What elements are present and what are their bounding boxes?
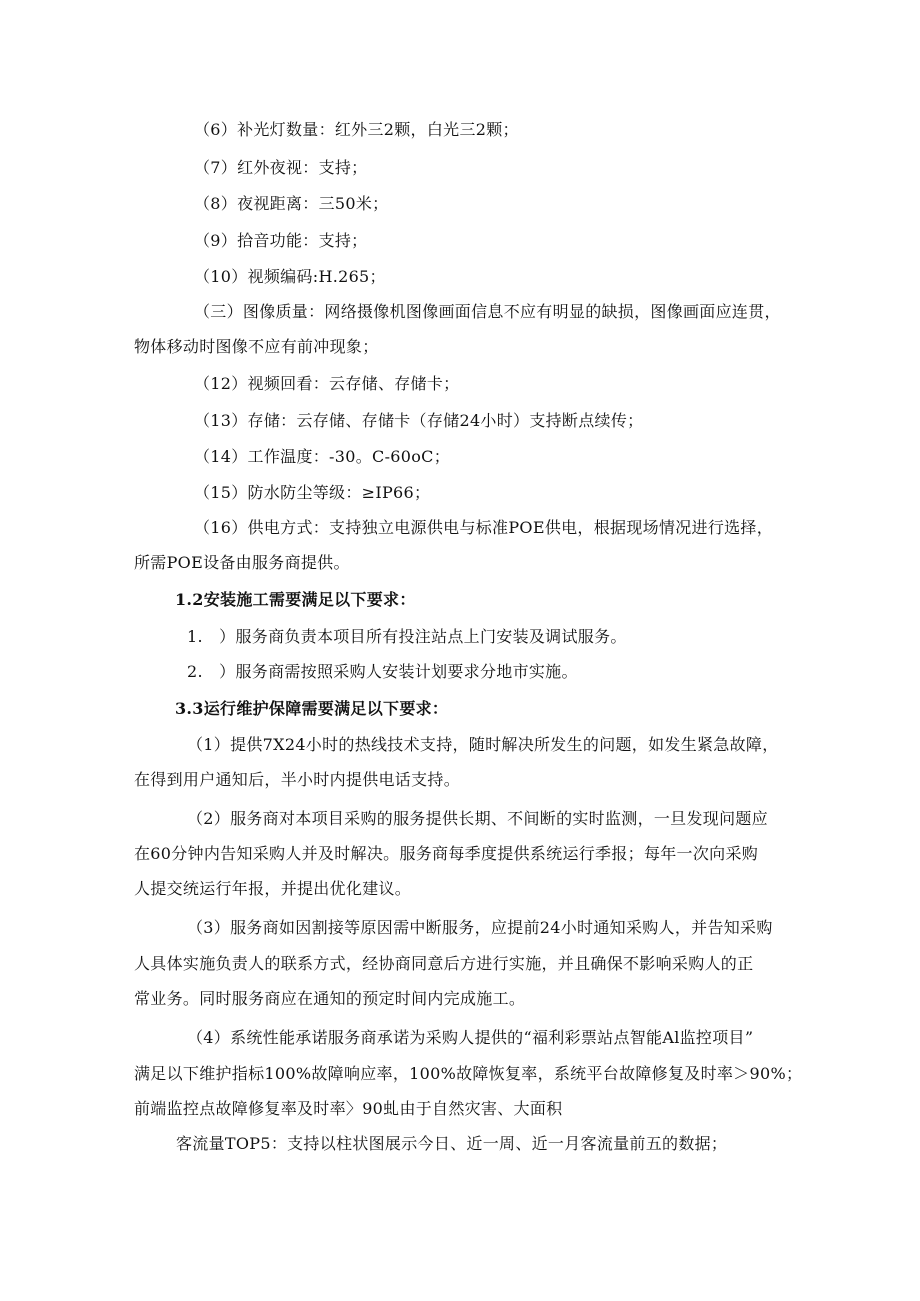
text-line: 物体移动时图像不应有前冲现象； (134, 337, 379, 356)
text-line: （7）红外夜视：支持； (194, 158, 368, 177)
text-line: 人提交统运行年报，并提出优化建议。 (134, 879, 412, 898)
text-line: 在得到用户通知后，半小时内提供电话支持。 (134, 770, 461, 789)
text-line: （16）供电方式：支持独立电源供电与标准POE供电，根据现场情况进行选择， (194, 518, 774, 537)
text-line: 客流量TOP5：支持以柱状图展示今日、近一周、近一月客流量前五的数据； (176, 1134, 728, 1153)
text-line: （13）存储：云存储、存储卡（存储24小时）支持断点续传； (194, 411, 644, 430)
text-line: 在60分钟内告知采购人并及时解决。服务商每季度提供系统运行季报；每年一次向采购 (134, 844, 759, 863)
text-line: （9）拾音功能：支持； (194, 231, 368, 250)
text-line: 前端监控点故障修复率及时率〉90虬由于自然灾害、大面积 (134, 1099, 563, 1118)
text-line: 满足以下维护指标100%故障响应率，100%故障恢复率，系统平台故障修复及时率＞90%； (134, 1064, 803, 1083)
text-line: 人具体实施负责人的联系方式，经协商同意后方进行实施，并且确保不影响采购人的正 (134, 954, 754, 973)
list-item: 2. ）服务商需按照采购人安装计划要求分地市实施。 (187, 662, 578, 681)
text-line: （15）防水防尘等级：≥IP66； (194, 483, 431, 502)
text-line: （3）服务商如因割接等原因需中断服务，应提前24小时通知采购人，并告知采购 (187, 918, 773, 937)
text-line: （6）补光灯数量：红外三2颗，白光三2颗； (194, 120, 519, 139)
text-line: （8）夜视距离：三50米； (194, 194, 389, 213)
text-line: 常业务。同时服务商应在通知的预定时间内完成施工。 (134, 989, 526, 1008)
text-line: （1）提供7X24小时的热线技术支持，随时解决所发生的问题，如发生紧急故障， (187, 735, 779, 754)
section-heading: 1.2安装施工需要满足以下要求： (175, 590, 416, 609)
text-line: （4）系统性能承诺服务商承诺为采购人提供的“福利彩票站点智能Al监控项目” (187, 1028, 754, 1047)
text-line: （12）视频回看：云存储、存储卡； (194, 374, 460, 393)
list-item: 1. ）服务商负责本项目所有投注站点上门安装及调试服务。 (187, 627, 627, 646)
section-heading: 3.3运行维护保障需要满足以下要求： (175, 699, 449, 718)
text-line: （14）工作温度：-30。C-60oC； (194, 447, 451, 466)
text-line: （三）图像质量：网络摄像机图像画面信息不应有明显的缺损，图像画面应连贯， (194, 302, 781, 321)
text-line: （10）视频编码:H.265； (194, 267, 386, 286)
text-line: 所需POE设备由服务商提供。 (134, 553, 350, 572)
text-line: （2）服务商对本项目采购的服务提供长期、不间断的实时监测，一旦发现问题应 (187, 809, 768, 828)
